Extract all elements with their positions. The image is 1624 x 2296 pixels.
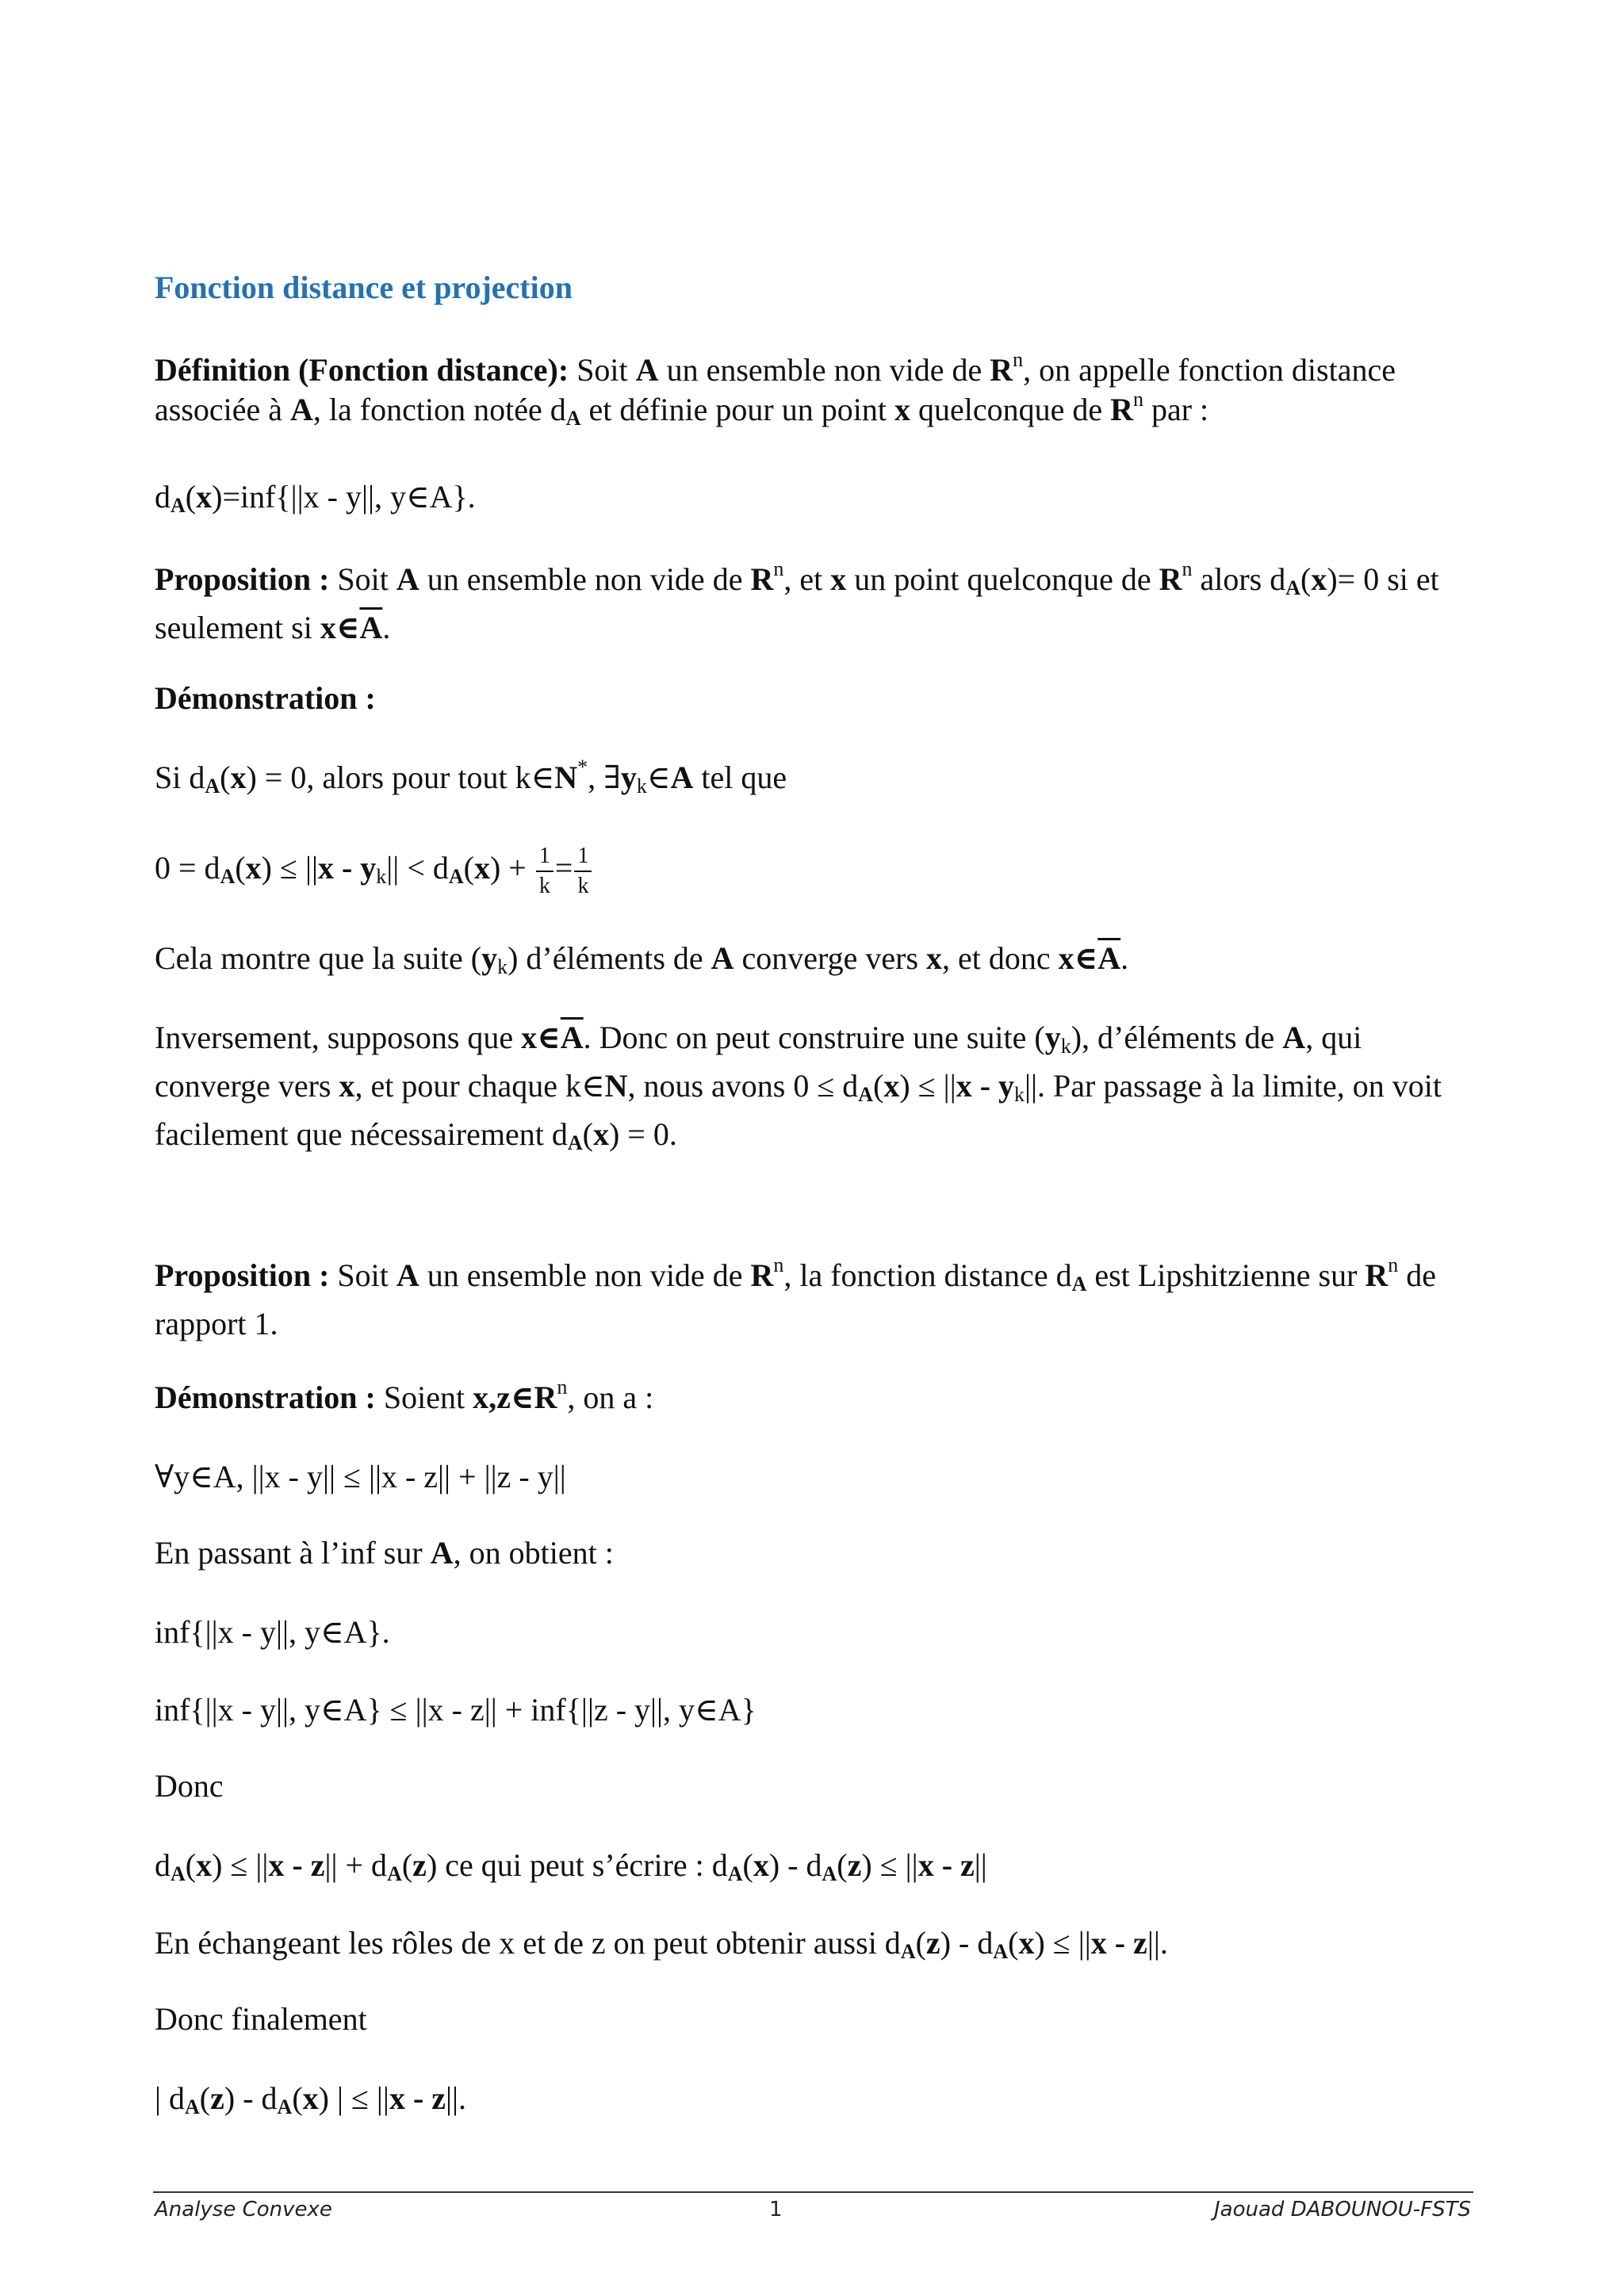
demo1-converse: Inversement, supposons que $x\in\overline{A}$. Donc on peut construire une suite (yk), d’éléments de A, qui converge vers x, et pour chaque k∈N, nous avons $0 \le d_A(x) \le ||x - yk||$. Par passage à la limite, on voit facilement que nécessairement $d_A(x) = 0$. [155,1020,1442,1154]
footer-author: Jaouad DABOUNOU-FSTS [1214,2198,1471,2221]
demo1-inequality: $0 = d_A(x) \le ||x - yk|| < d_A(x)$ + $\frac{1}{k}$ = $\frac{1}{k}$ [155,832,1471,913]
definition-label: Définition (Fonction distance): [155,352,569,388]
section-title: Fonction distance et projection [155,270,573,305]
definition-paragraph: Définition (Fonction distance): Soit A un ensemble non vide de $R^n$, on appelle fonction distance associée à A, la fonction notée $d_A$ et définie pour un point x quelconque de $R^n$ par : [155,348,1396,430]
demo2-distance-line: $d_A(x) \le ||x - z|| + d_A(z)$ ce qui peut s’écrire : $d_A(x) - d_A(z) \le ||x - z||$ [155,1847,987,1885]
demo1-convergence: Cela montre que la suite (yk) d’éléments de A converge vers x, et donc $x\in\overline{A}$. [155,940,1129,978]
proposition-2: Proposition : Soit A un ensemble non vide de $R^n$, la fonction distance $d_A$ est Lipshitzienne sur $R^n$ de rapport 1. [155,1253,1437,1341]
demo2-triangle-inequality: ∀y∈A, ||x - y|| ≤ ||x - z|| + ||z - y|| [155,1459,566,1494]
demonstration-1-label: Démonstration : [155,680,376,716]
demo2-final-inequality: | $d_A(z) - d_A(x)$ | ≤ ||x - z||. [155,2080,467,2118]
demonstration-2: Démonstration : Soient $x,z\in R^n$, on a : [155,1376,654,1415]
footer-course-title: Analyse Convexe [155,2198,332,2221]
fraction-1-over-k-2: $\frac{1}{k}$ [574,842,592,901]
definition-formula: $d_A(x)=inf\{||x - y||$, y∈A}. [155,479,476,517]
demo2-inf-line-1: inf{||x - y||, y∈A}. [155,1614,390,1650]
demo2-inf-line-2: inf{||x - y||, y∈A} ≤ ||x - z|| + inf{||z - y||, y∈A} [155,1692,756,1728]
proposition-1-label: Proposition : [155,561,330,597]
demo2-swap-line: En échangeant les rôles de x et de z on peut obtenir aussi $d_A(z) - d_A(x) \le ||x - z||$. [155,1925,1168,1963]
demo2-donc: Donc [155,1768,224,1804]
footer-divider [153,2191,1473,2193]
demo1-line-1: Si $d_A(x) = 0$, alors pour tout k∈N*, ∃yk∈A tel que [155,756,787,798]
footer-page-number: 1 [769,2198,783,2221]
demo2-inf-intro: En passant à l’inf sur A, on obtient : [155,1535,614,1571]
demo2-donc-final: Donc finalement [155,2001,367,2037]
fraction-1-over-k: $\frac{1}{k}$ [536,842,553,901]
proposition-2-label: Proposition : [155,1257,330,1293]
proposition-1: Proposition : Soit A un ensemble non vide de $R^n$, et x un point quelconque de $R^n$ alors $d_A(x)= 0$ si et seulement si $x\in\overline{A}$. [155,557,1439,645]
demonstration-2-label: Démonstration : [155,1380,376,1415]
